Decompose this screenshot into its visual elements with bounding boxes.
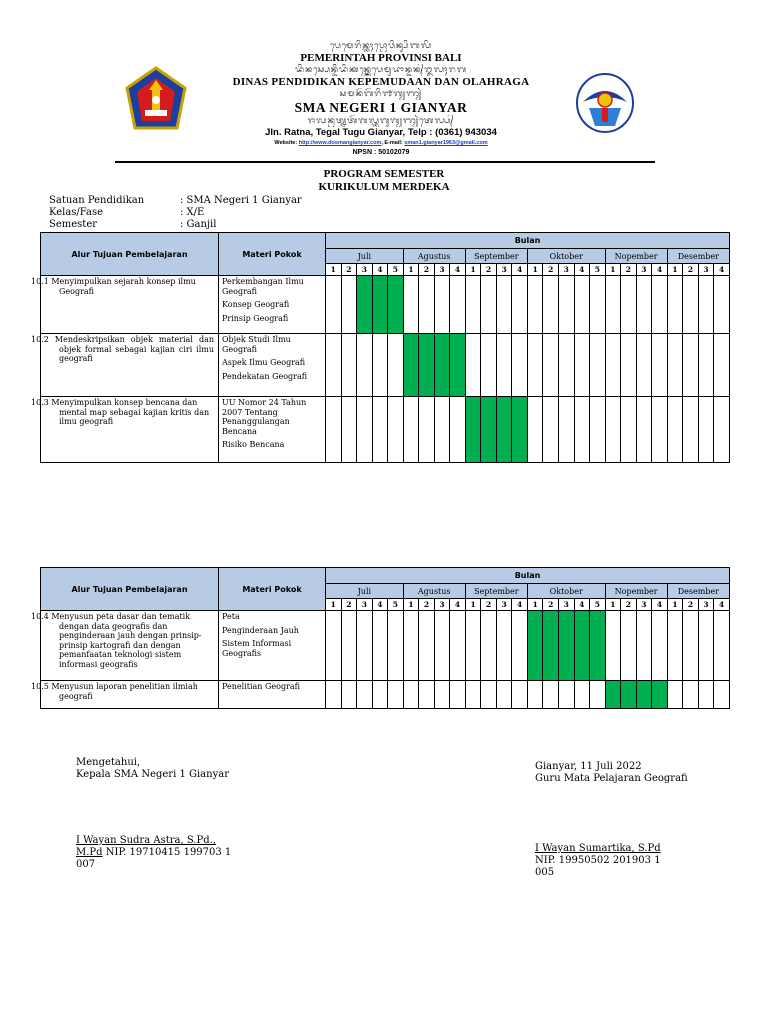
week-number: 1 bbox=[326, 599, 342, 611]
week-number: 3 bbox=[496, 599, 512, 611]
week-number: 4 bbox=[574, 264, 590, 276]
materi-item: Sistem Informasi Geografis bbox=[222, 639, 292, 658]
school-address: Jln. Ratna, Tegal Tugu Gianyar, Telp : (0361) 943034 bbox=[265, 127, 497, 138]
schedule-cell bbox=[496, 334, 512, 397]
schedule-cell bbox=[512, 334, 528, 397]
header-bulan: Bulan bbox=[326, 568, 730, 584]
week-number: 3 bbox=[698, 599, 714, 611]
atp-cell bbox=[31, 397, 219, 463]
schedule-cell bbox=[714, 276, 730, 334]
schedule-cell bbox=[543, 681, 559, 709]
schedule-cell-active bbox=[558, 611, 574, 681]
schedule-cell bbox=[527, 681, 543, 709]
schedule-cell bbox=[698, 611, 714, 681]
principal-nip-suffix: 007 bbox=[76, 859, 96, 870]
schedule-cell bbox=[372, 397, 388, 463]
atp-description: Menyusun peta dasar dan tematik dengan data geografis dan penginderaan jauh dengan prinsip-prinsip kartografi dan dengan pemanfaatan teknologi sistem informasi geografis bbox=[51, 612, 202, 669]
header-atp: Alur Tujuan Pembelajaran bbox=[41, 568, 219, 611]
week-number: 2 bbox=[341, 264, 357, 276]
schedule-cell bbox=[419, 276, 435, 334]
month-header: September bbox=[465, 584, 527, 599]
letterhead-text bbox=[195, 40, 567, 157]
schedule-cell bbox=[667, 276, 683, 334]
schedule-cell bbox=[605, 334, 621, 397]
week-number: 3 bbox=[558, 264, 574, 276]
schedule-cell-active bbox=[543, 611, 559, 681]
atp-number: 10.3 bbox=[31, 398, 49, 407]
schedule-cell bbox=[357, 681, 373, 709]
schedule-cell bbox=[481, 681, 497, 709]
week-number: 3 bbox=[636, 599, 652, 611]
materi-item: Risiko Bencana bbox=[222, 440, 285, 449]
schedule-cell bbox=[667, 397, 683, 463]
schedule-cell-active bbox=[465, 397, 481, 463]
week-number: 5 bbox=[590, 264, 606, 276]
balinese-script-line: ᬧᬾᬫᬾᬭᬶᬦ᭄ᬢᬄᬧ᭄ᬭᭀᬯᬶᬦ᭄ᬲᬶᬩᬮᬶ bbox=[329, 41, 433, 51]
schedule-cell bbox=[652, 397, 668, 463]
atp-cell bbox=[31, 681, 219, 709]
schedule-cell bbox=[403, 397, 419, 463]
month-header: Nopember bbox=[605, 249, 667, 264]
week-number: 2 bbox=[621, 599, 637, 611]
schedule-cell bbox=[590, 334, 606, 397]
materi-item: Penginderaan Jauh bbox=[222, 625, 299, 635]
principal-name: I Wayan Sudra Astra, S.Pd., bbox=[76, 835, 216, 846]
month-header: Nopember bbox=[605, 584, 667, 599]
schedule-cell bbox=[341, 611, 357, 681]
signature-left bbox=[76, 757, 231, 871]
week-number: 2 bbox=[543, 264, 559, 276]
website-label: Website: bbox=[274, 140, 298, 146]
principal-nip: NIP. 19710415 199703 1 bbox=[102, 847, 232, 858]
schedule-cell bbox=[621, 397, 637, 463]
week-number: 3 bbox=[558, 599, 574, 611]
place-date: Gianyar, 11 Juli 2022 bbox=[535, 761, 642, 772]
atp-text bbox=[31, 398, 214, 427]
week-number: 1 bbox=[403, 599, 419, 611]
npsn: NPSN : 50102079 bbox=[352, 149, 410, 156]
schedule-cell bbox=[481, 334, 497, 397]
government-name: PEMERINTAH PROVINSI BALI bbox=[300, 52, 462, 64]
schedule-cell bbox=[683, 397, 699, 463]
schedule-cell bbox=[388, 611, 404, 681]
schedule-cell bbox=[636, 611, 652, 681]
schedule-cell bbox=[667, 334, 683, 397]
schedule-cell-active bbox=[434, 334, 450, 397]
month-header: Desember bbox=[667, 584, 729, 599]
atp-number: 10.5 bbox=[31, 682, 49, 691]
schedule-cell bbox=[372, 611, 388, 681]
week-number: 4 bbox=[574, 599, 590, 611]
schedule-cell bbox=[605, 397, 621, 463]
week-number: 4 bbox=[714, 264, 730, 276]
schedule-cell bbox=[512, 611, 528, 681]
schedule-cell bbox=[496, 681, 512, 709]
signature-right bbox=[535, 761, 688, 879]
week-number: 4 bbox=[652, 599, 668, 611]
atp-cell bbox=[31, 334, 219, 397]
schedule-cell bbox=[419, 611, 435, 681]
schedule-cell bbox=[372, 681, 388, 709]
schedule-cell bbox=[357, 334, 373, 397]
schedule-cell bbox=[636, 334, 652, 397]
balinese-script-line: ᬚᬮᬦ᭄ᬭᬢ᭄ᬦᬢᭂᬕᬮ᭄ᬢᬸᬕᬸᬕ᭄ᬬᬜ᭄ᬬᬃᬢᬾᬮ᭄ᬧ᭄ bbox=[307, 116, 455, 126]
teacher-nip-suffix: 005 bbox=[535, 867, 555, 878]
week-number: 2 bbox=[341, 599, 357, 611]
schedule-cell bbox=[481, 611, 497, 681]
acknowledged-label: Mengetahui, bbox=[76, 757, 141, 768]
month-header: Desember bbox=[667, 249, 729, 264]
week-number: 2 bbox=[543, 599, 559, 611]
schedule-cell bbox=[590, 276, 606, 334]
schedule-cell bbox=[574, 334, 590, 397]
schedule-cell bbox=[357, 611, 373, 681]
week-number: 3 bbox=[357, 264, 373, 276]
schedule-cell bbox=[527, 334, 543, 397]
schedule-cell bbox=[341, 276, 357, 334]
schedule-cell bbox=[341, 397, 357, 463]
schedule-cell-active bbox=[372, 276, 388, 334]
email-link[interactable]: sman1.gianyar1963@gmail.com bbox=[404, 140, 488, 146]
schedule-cell bbox=[341, 334, 357, 397]
week-number: 2 bbox=[481, 599, 497, 611]
week-number: 4 bbox=[512, 264, 528, 276]
week-number: 3 bbox=[698, 264, 714, 276]
month-header: Juli bbox=[326, 584, 404, 599]
schedule-cell bbox=[543, 397, 559, 463]
materi-item: UU Nomor 24 Tahun 2007 Tentang Penanggulangan Bencana bbox=[222, 398, 307, 436]
schedule-cell bbox=[667, 611, 683, 681]
schedule-cell-active bbox=[357, 276, 373, 334]
schedule-cell-active bbox=[388, 276, 404, 334]
identity-label: Semester bbox=[49, 219, 98, 230]
schedule-table-2 bbox=[31, 567, 730, 709]
schedule-cell bbox=[434, 276, 450, 334]
week-number: 3 bbox=[434, 599, 450, 611]
schedule-cell bbox=[605, 611, 621, 681]
week-number: 4 bbox=[450, 599, 466, 611]
principal-title: Kepala SMA Negeri 1 Gianyar bbox=[76, 769, 229, 780]
materi-item: Aspek Ilmu Geografi bbox=[222, 358, 306, 367]
principal-degree: M.Pd bbox=[76, 847, 103, 858]
schedule-cell bbox=[590, 681, 606, 709]
month-header: Agustus bbox=[403, 584, 465, 599]
identity-block bbox=[49, 195, 302, 231]
schedule-cell bbox=[465, 611, 481, 681]
table-row bbox=[41, 611, 730, 681]
week-number: 1 bbox=[403, 264, 419, 276]
materi-cell bbox=[219, 276, 326, 334]
week-number: 3 bbox=[496, 264, 512, 276]
schedule-cell-active bbox=[574, 611, 590, 681]
week-number: 1 bbox=[605, 599, 621, 611]
schedule-cell bbox=[652, 611, 668, 681]
atp-description: Menyusun laporan penelitian ilmiah geografi bbox=[51, 682, 198, 701]
schedule-cell bbox=[621, 611, 637, 681]
schedule-cell-active bbox=[621, 681, 637, 709]
schedule-cell bbox=[714, 611, 730, 681]
schedule-cell bbox=[512, 681, 528, 709]
schedule-cell bbox=[636, 276, 652, 334]
month-header: September bbox=[465, 249, 527, 264]
teacher-title: Guru Mata Pelajaran Geografi bbox=[535, 773, 688, 784]
week-number: 3 bbox=[636, 264, 652, 276]
week-number: 1 bbox=[527, 599, 543, 611]
schedule-cell bbox=[621, 334, 637, 397]
header-atp: Alur Tujuan Pembelajaran bbox=[41, 233, 219, 276]
department-name: DINAS PENDIDIKAN KEPEMUDAAN DAN OLAHRAGA bbox=[232, 76, 530, 88]
schedule-cell bbox=[636, 397, 652, 463]
atp-cell bbox=[31, 611, 219, 681]
week-number: 4 bbox=[372, 264, 388, 276]
schedule-cell bbox=[558, 681, 574, 709]
identity-row bbox=[49, 195, 302, 207]
schedule-cell bbox=[590, 397, 606, 463]
materi-item: Perkembangan Ilmu Geografi bbox=[222, 277, 304, 296]
atp-text bbox=[31, 612, 214, 669]
schedule-cell bbox=[465, 681, 481, 709]
schedule-cell-active bbox=[636, 681, 652, 709]
schedule-cell bbox=[698, 681, 714, 709]
header-materi: Materi Pokok bbox=[219, 233, 326, 276]
table-row bbox=[41, 681, 730, 709]
schedule-cell bbox=[419, 397, 435, 463]
email-label: , E-mail: bbox=[381, 140, 403, 146]
identity-label: Satuan Pendidikan bbox=[49, 195, 145, 206]
schedule-cell bbox=[403, 681, 419, 709]
schedule-table-1 bbox=[31, 232, 730, 463]
schedule-cell bbox=[496, 611, 512, 681]
identity-value: : Ganjil bbox=[180, 219, 217, 230]
schedule-cell bbox=[388, 397, 404, 463]
schedule-cell bbox=[450, 276, 466, 334]
atp-description: Mendeskripsikan objek material dan objek formal sebagai kajian ciri ilmu geografi bbox=[54, 335, 214, 363]
schedule-cell-active bbox=[512, 397, 528, 463]
schedule-cell bbox=[326, 334, 342, 397]
schedule-cell bbox=[388, 334, 404, 397]
schedule-cell bbox=[543, 334, 559, 397]
materi-item: Konsep Geografi bbox=[222, 300, 290, 309]
materi-cell bbox=[219, 397, 326, 463]
atp-number: 10.2 bbox=[31, 335, 49, 344]
materi-cell bbox=[219, 611, 326, 681]
schedule-cell bbox=[558, 397, 574, 463]
schedule-cell bbox=[326, 611, 342, 681]
schedule-cell bbox=[388, 681, 404, 709]
bali-province-emblem-icon bbox=[125, 66, 187, 136]
identity-value: : SMA Negeri 1 Gianyar bbox=[180, 195, 302, 206]
materi-cell bbox=[219, 681, 326, 709]
week-number: 2 bbox=[621, 264, 637, 276]
table-row bbox=[41, 334, 730, 397]
website-link[interactable]: http://www.dosmangianyar.com bbox=[298, 140, 382, 146]
letterhead-divider bbox=[115, 161, 655, 163]
schedule-cell-active bbox=[403, 334, 419, 397]
school-name: SMA NEGERI 1 GIANYAR bbox=[294, 100, 468, 115]
schedule-cell bbox=[496, 276, 512, 334]
schedule-cell bbox=[714, 334, 730, 397]
week-number: 4 bbox=[714, 599, 730, 611]
materi-item: Prinsip Geografi bbox=[222, 313, 289, 323]
balinese-script-line: ᬤᬶᬦᬲ᭄ᬧᬾᬦ᭄ᬤᬶᬤᬶᬓᬦ᭄ᬓᬾᬧᬾᬫᬸᬤᬵᬦ᭄ᬤᬦ᭄ᬑᬮᬄᬭᬕ bbox=[294, 65, 468, 75]
contact-line bbox=[195, 139, 567, 148]
week-number: 2 bbox=[419, 599, 435, 611]
week-number: 1 bbox=[465, 264, 481, 276]
week-number: 5 bbox=[388, 599, 404, 611]
schedule-cell bbox=[621, 276, 637, 334]
schedule-cell bbox=[434, 681, 450, 709]
letterhead bbox=[115, 40, 655, 164]
week-number: 2 bbox=[683, 264, 699, 276]
identity-label: Kelas/Fase bbox=[49, 207, 104, 218]
identity-row bbox=[49, 207, 302, 219]
header-materi: Materi Pokok bbox=[219, 568, 326, 611]
schedule-cell bbox=[450, 611, 466, 681]
atp-cell bbox=[31, 276, 219, 334]
week-number: 1 bbox=[326, 264, 342, 276]
month-header: Oktober bbox=[527, 249, 605, 264]
week-number: 2 bbox=[481, 264, 497, 276]
identity-row bbox=[49, 219, 302, 231]
schedule-cell-active bbox=[652, 681, 668, 709]
atp-text bbox=[31, 277, 214, 296]
week-number: 1 bbox=[667, 264, 683, 276]
schedule-cell bbox=[434, 611, 450, 681]
week-number: 1 bbox=[465, 599, 481, 611]
schedule-cell bbox=[465, 334, 481, 397]
schedule-cell bbox=[357, 397, 373, 463]
schedule-cell bbox=[450, 397, 466, 463]
school-logo-icon bbox=[575, 72, 635, 134]
week-number: 4 bbox=[512, 599, 528, 611]
week-number: 1 bbox=[667, 599, 683, 611]
schedule-cell bbox=[605, 276, 621, 334]
week-number: 4 bbox=[450, 264, 466, 276]
week-number: 5 bbox=[388, 264, 404, 276]
week-number: 2 bbox=[683, 599, 699, 611]
schedule-cell bbox=[527, 397, 543, 463]
schedule-cell bbox=[714, 397, 730, 463]
schedule-cell bbox=[326, 276, 342, 334]
schedule-cell-active bbox=[590, 611, 606, 681]
schedule-cell bbox=[574, 276, 590, 334]
schedule-cell bbox=[667, 681, 683, 709]
week-number: 3 bbox=[434, 264, 450, 276]
schedule-cell bbox=[512, 276, 528, 334]
document-title: PROGRAM SEMESTER bbox=[323, 168, 445, 180]
atp-description: Menyimpulkan sejarah konsep ilmu Geografi bbox=[51, 277, 196, 296]
schedule-cell-active bbox=[605, 681, 621, 709]
schedule-cell bbox=[450, 681, 466, 709]
schedule-cell bbox=[574, 681, 590, 709]
schedule-cell bbox=[698, 276, 714, 334]
schedule-cell-active bbox=[527, 611, 543, 681]
schedule-cell bbox=[419, 681, 435, 709]
month-header: Agustus bbox=[403, 249, 465, 264]
schedule-cell bbox=[326, 681, 342, 709]
schedule-cell bbox=[698, 334, 714, 397]
atp-number: 10.1 bbox=[31, 277, 49, 286]
materi-cell bbox=[219, 334, 326, 397]
schedule-cell bbox=[481, 276, 497, 334]
month-header: Juli bbox=[326, 249, 404, 264]
schedule-cell bbox=[652, 276, 668, 334]
atp-number: 10.4 bbox=[31, 612, 49, 621]
month-header: Oktober bbox=[527, 584, 605, 599]
schedule-cell bbox=[465, 276, 481, 334]
week-number: 2 bbox=[419, 264, 435, 276]
materi-item: Pendekatan Geografi bbox=[222, 371, 308, 381]
identity-value: : X/E bbox=[180, 207, 205, 218]
week-number: 4 bbox=[372, 599, 388, 611]
schedule-cell bbox=[527, 276, 543, 334]
schedule-cell bbox=[434, 397, 450, 463]
schedule-cell bbox=[326, 397, 342, 463]
schedule-cell bbox=[543, 276, 559, 334]
document-subtitle: KURIKULUM MERDEKA bbox=[318, 181, 450, 193]
schedule-cell bbox=[558, 334, 574, 397]
schedule-cell bbox=[683, 276, 699, 334]
schedule-cell bbox=[403, 276, 419, 334]
teacher-name: I Wayan Sumartika, S.Pd bbox=[535, 843, 661, 854]
schedule-cell bbox=[372, 334, 388, 397]
week-number: 1 bbox=[527, 264, 543, 276]
materi-item: Objek Studi Ilmu Geografi bbox=[222, 335, 291, 354]
schedule-cell bbox=[698, 397, 714, 463]
schedule-cell bbox=[652, 334, 668, 397]
schedule-cell bbox=[574, 397, 590, 463]
schedule-cell-active bbox=[496, 397, 512, 463]
schedule-cell bbox=[714, 681, 730, 709]
atp-description: Menyimpulkan konsep bencana dan mental map sebagai kajian kritis dan ilmu geografi bbox=[51, 398, 210, 426]
schedule-cell bbox=[558, 276, 574, 334]
schedule-cell-active bbox=[450, 334, 466, 397]
teacher-nip: NIP. 19950502 201903 1 bbox=[535, 855, 661, 866]
schedule-cell bbox=[403, 611, 419, 681]
materi-item: Peta bbox=[222, 612, 240, 621]
week-number: 1 bbox=[605, 264, 621, 276]
table-row bbox=[41, 397, 730, 463]
week-number: 3 bbox=[357, 599, 373, 611]
schedule-cell bbox=[341, 681, 357, 709]
schedule-cell bbox=[683, 334, 699, 397]
balinese-script-line: ᬲᬫᬦᭂᬕᭂᬭᬶ᭑ᬕ᭄ᬬᬜ᭄ᬬᬃ bbox=[339, 89, 423, 99]
week-number: 5 bbox=[590, 599, 606, 611]
week-number: 4 bbox=[652, 264, 668, 276]
schedule-cell bbox=[683, 611, 699, 681]
schedule-cell bbox=[683, 681, 699, 709]
atp-text bbox=[31, 335, 214, 364]
materi-item: Penelitian Geografi bbox=[222, 682, 300, 691]
table-row bbox=[41, 276, 730, 334]
schedule-cell-active bbox=[419, 334, 435, 397]
atp-text bbox=[31, 682, 214, 701]
header-bulan: Bulan bbox=[326, 233, 730, 249]
schedule-cell-active bbox=[481, 397, 497, 463]
